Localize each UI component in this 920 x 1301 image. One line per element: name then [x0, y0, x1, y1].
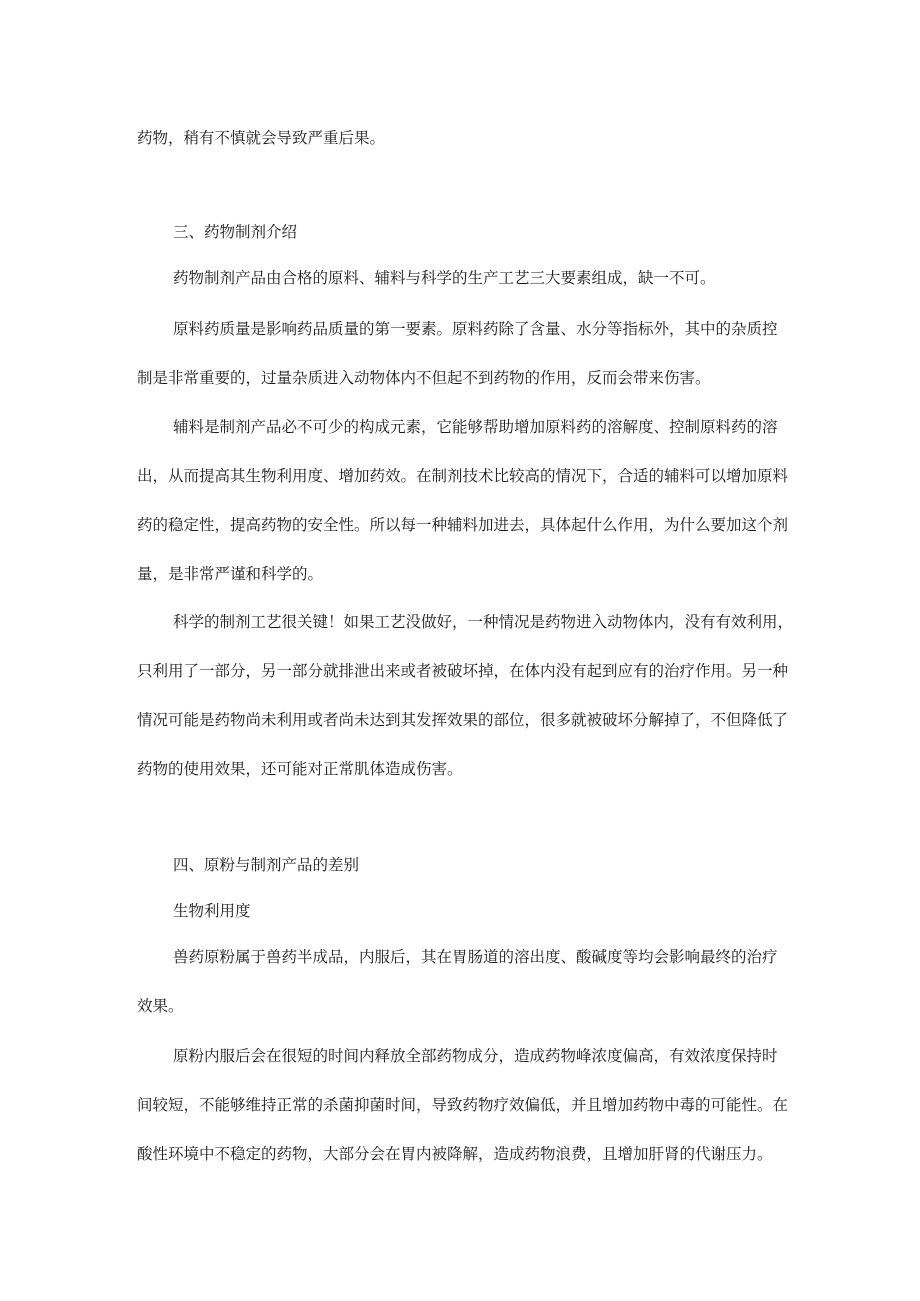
paragraph-line: 酸性环境中不稳定的药物，大部分会在胃内被降解，造成药物浪费，且增加肝肾的代谢压力。 — [137, 1145, 773, 1163]
paragraph-line: 药物的使用效果，还可能对正常肌体造成伤害。 — [137, 760, 463, 778]
paragraph-line: 只利用了一部分，另一部分就排泄出来或者被破坏掉，在体内没有起到应有的治疗作用。另一种 — [137, 662, 789, 680]
paragraph-line: 兽药原粉属于兽药半成品，内服后，其在胃肠道的溶出度、酸碱度等均会影响最终的治疗 — [173, 948, 778, 966]
paragraph-line: 情况可能是药物尚未利用或者尚未达到其发挥效果的部位，很多就被破坏分解掉了，不但降低了 — [137, 711, 789, 729]
subsection-heading: 生物利用度 — [173, 902, 251, 920]
paragraph-line: 药物，稍有不慎就会导致严重后果。 — [137, 129, 386, 147]
paragraph-line: 效果。 — [137, 997, 184, 1015]
paragraph-line: 药的稳定性，提高药物的安全性。所以每一种辅料加进去，具体起什么作用，为什么要加这个剂 — [137, 516, 789, 534]
section-heading: 三、药物制剂介绍 — [173, 223, 298, 241]
paragraph-line: 制是非常重要的，过量杂质进入动物体内不但起不到药物的作用，反而会带来伤害。 — [137, 369, 711, 387]
section-heading: 四、原粉与制剂产品的差别 — [173, 856, 360, 874]
paragraph-line: 原粉内服后会在很短的时间内释放全部药物成分，造成药物峰浓度偏高，有效浓度保持时 — [173, 1047, 778, 1065]
paragraph-line: 科学的制剂工艺很关键！如果工艺没做好，一种情况是药物进入动物体内，没有有效利用， — [173, 613, 794, 631]
paragraph-line: 药物制剂产品由合格的原料、辅料与科学的生产工艺三大要素组成，缺一不可。 — [173, 269, 716, 287]
paragraph-line: 间较短，不能够维持正常的杀菌抑菌时间，导致药物疗效偏低，并且增加药物中毒的可能性。在 — [137, 1096, 789, 1114]
paragraph-line: 量，是非常严谨和科学的。 — [137, 565, 324, 583]
paragraph-line: 出，从而提高其生物利用度、增加药效。在制剂技术比较高的情况下，合适的辅料可以增加原料 — [137, 467, 789, 485]
paragraph-line: 原料药质量是影响药品质量的第一要素。原料药除了含量、水分等指标外，其中的杂质控 — [173, 320, 778, 338]
paragraph-line: 辅料是制剂产品必不可少的构成元素，它能够帮助增加原料药的溶解度、控制原料药的溶 — [173, 418, 778, 436]
